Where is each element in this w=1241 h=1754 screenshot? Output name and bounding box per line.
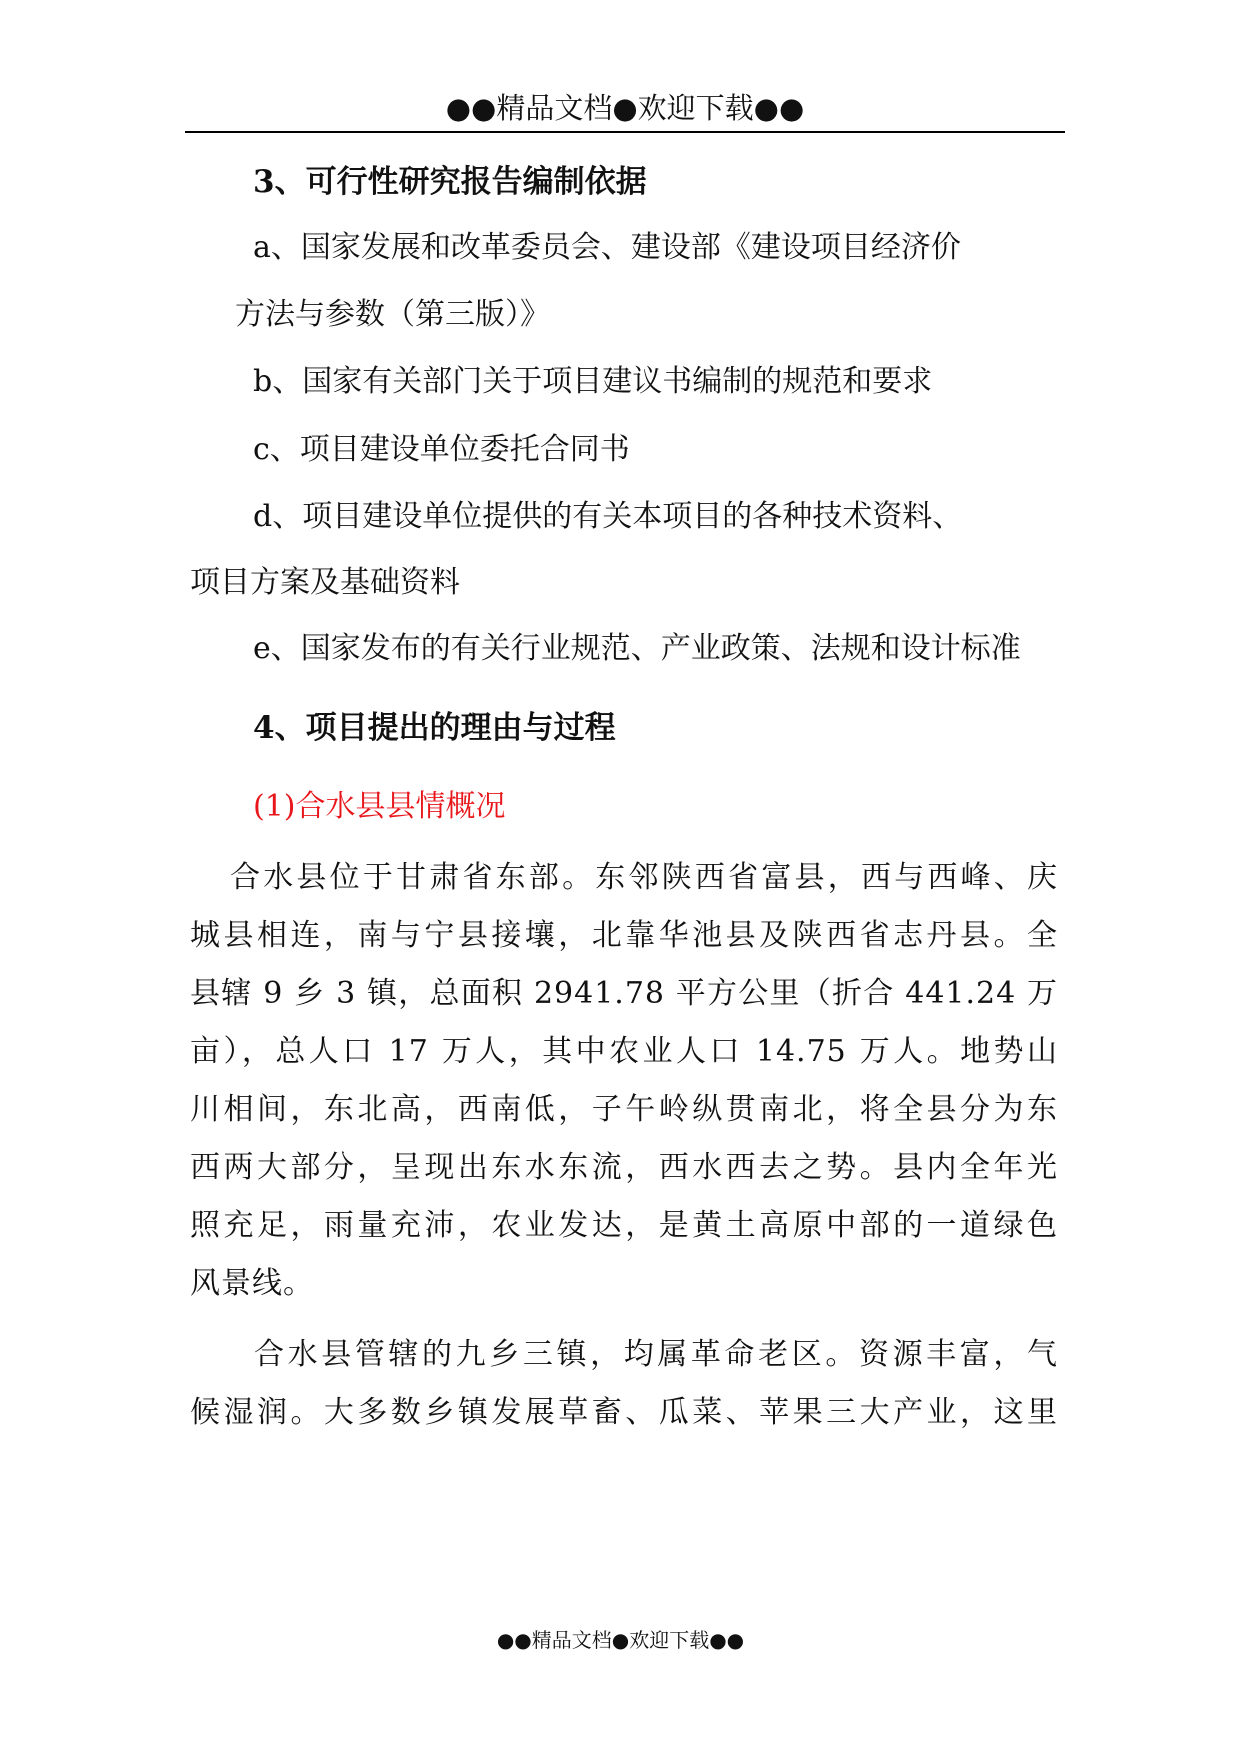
page-header-banner: ●●精品文档●欢迎下载●● bbox=[445, 91, 805, 125]
section-3-heading: 3、可行性研究报告编制依据 bbox=[253, 164, 647, 200]
basis-item-a-line-1: a、国家发展和改革委员会、建设部《建设项目经济价 bbox=[253, 230, 961, 265]
basis-item-a-line-2: 方法与参数（第三版）》 bbox=[235, 297, 550, 332]
page-footer-banner: ●●精品文档●欢迎下载●● bbox=[496, 1628, 745, 1652]
county-overview-paragraph bbox=[190, 858, 1058, 1304]
basis-item-e: e、国家发布的有关行业规范、产业政策、法规和设计标准 bbox=[253, 631, 1021, 666]
basis-item-d-line-2: 项目方案及基础资料 bbox=[190, 565, 460, 600]
basis-item-b: b、国家有关部门关于项目建议书编制的规范和要求 bbox=[253, 364, 933, 399]
header-divider bbox=[185, 131, 1065, 133]
county-villages-paragraph bbox=[190, 1335, 1058, 1433]
paragraph-line: 合水县管辖的九乡三镇，均属革命老区。资源丰富，气 bbox=[254, 1337, 1058, 1372]
paragraph-line: 川相间，东北高，西南低，子午岭纵贯南北，将全县分为东 bbox=[190, 1092, 1058, 1127]
paragraph-line: 风景线。 bbox=[190, 1266, 314, 1301]
county-overview-subheading: (1)合水县县情概况 bbox=[253, 789, 506, 824]
section-4-heading: 4、项目提出的理由与过程 bbox=[253, 710, 616, 746]
paragraph-line: 照充足，雨量充沛，农业发达，是黄土高原中部的一道绿色 bbox=[190, 1208, 1058, 1243]
basis-item-c: c、项目建设单位委托合同书 bbox=[253, 432, 630, 467]
basis-item-d-line-1: d、项目建设单位提供的有关本项目的各种技术资料、 bbox=[253, 499, 963, 534]
paragraph-line: 亩），总人口 17 万人，其中农业人口 14.75 万人。地势山 bbox=[190, 1034, 1058, 1069]
paragraph-line: 城县相连，南与宁县接壤，北靠华池县及陕西省志丹县。全 bbox=[190, 918, 1058, 953]
paragraph-line: 县辖 9 乡 3 镇，总面积 2941.78 平方公里（折合 441.24 万 bbox=[190, 976, 1058, 1011]
paragraph-line: 候湿润。大多数乡镇发展草畜、瓜菜、苹果三大产业，这里 bbox=[190, 1395, 1058, 1430]
paragraph-line: 合水县位于甘肃省东部。东邻陕西省富县，西与西峰、庆 bbox=[230, 860, 1058, 895]
paragraph-line: 西两大部分，呈现出东水东流，西水西去之势。县内全年光 bbox=[190, 1150, 1058, 1185]
